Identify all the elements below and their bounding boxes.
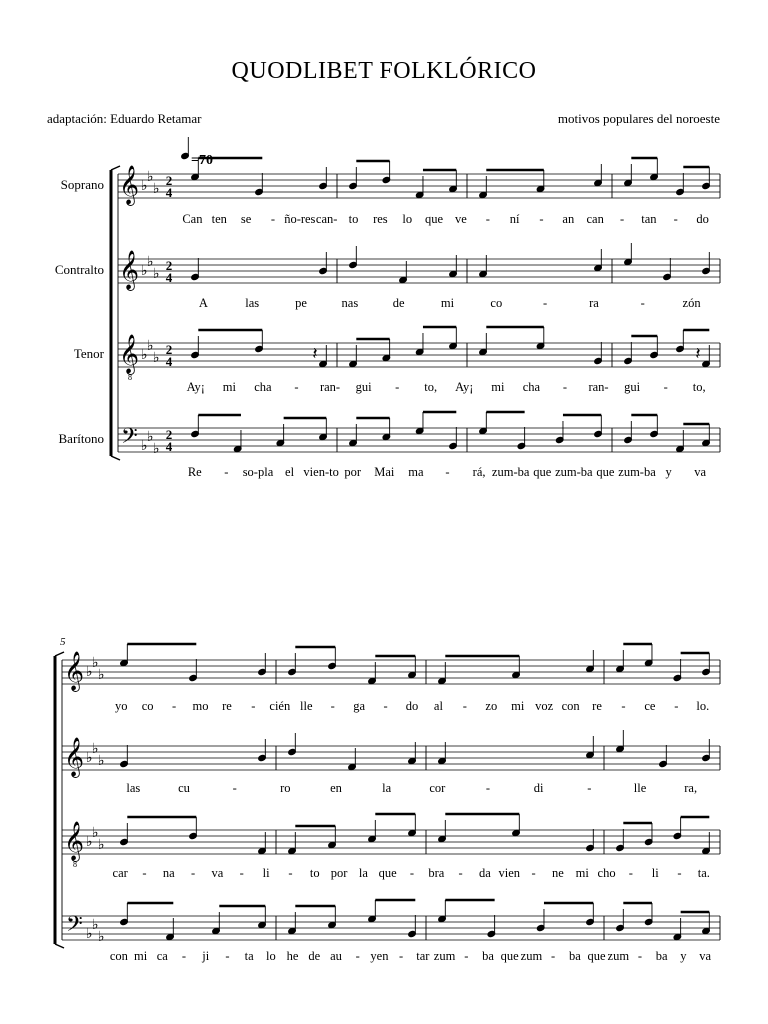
soprano-lyric: que	[425, 212, 444, 226]
soprano-lyric: zo	[485, 699, 498, 713]
soprano-lyric: ga	[353, 699, 366, 713]
soprano-lyric: an	[562, 212, 575, 226]
contralto-lyric: A	[198, 296, 208, 310]
flat-icon: ♭	[98, 837, 105, 853]
baritono-lyric: au	[330, 949, 342, 963]
tenor-lyric: -	[239, 866, 244, 880]
baritono-lyric: -	[637, 949, 643, 963]
contralto-lyric: cu	[178, 781, 190, 795]
soprano-lyric: cién	[269, 699, 291, 713]
soprano-lyric: -	[383, 699, 388, 713]
baritono-lyric: ba	[568, 949, 581, 963]
soprano-lyric: -	[621, 699, 626, 713]
flat-icon: ♭	[92, 917, 99, 933]
contralto-lyric: -	[232, 781, 237, 795]
baritono-lyric: ba	[482, 949, 494, 963]
instrument-label-baritono: Barítono	[58, 431, 104, 446]
tenor-lyric: cha	[254, 380, 272, 394]
soprano-lyric: con	[561, 699, 580, 713]
baritono-lyric: zum-ba	[618, 465, 656, 479]
treble-clef-icon: 𝄞	[119, 250, 140, 290]
flat-icon: ♭	[153, 266, 160, 282]
baritono-lyric: yen	[370, 949, 389, 963]
tenor-lyric: car	[112, 866, 128, 880]
baritono-lyric: mi	[133, 949, 148, 963]
flat-icon: ♭	[147, 169, 154, 185]
arranger-credit: adaptación: Eduardo Retamar	[47, 111, 202, 126]
time-signature-top: 2	[165, 342, 173, 357]
baritono-lyric: zum	[520, 949, 543, 963]
tenor-lyric: Ay¡	[455, 380, 474, 394]
instrument-label-contralto: Contralto	[54, 262, 104, 277]
soprano-lyric: Can	[182, 212, 203, 226]
tenor-lyric: -	[531, 866, 536, 880]
soprano-lyric: -	[674, 699, 679, 713]
baritono-lyric: -	[225, 949, 230, 963]
contralto-lyric: la	[382, 781, 392, 795]
treble-clef-icon: 𝄞	[64, 821, 85, 861]
flat-icon: ♭	[153, 350, 160, 366]
tenor-lyric: na	[162, 866, 175, 880]
tenor-lyric: ta.	[697, 866, 710, 880]
time-signature-bottom: 4	[165, 439, 173, 454]
soprano-lyric: -	[539, 212, 544, 226]
baritono-lyric: el	[285, 465, 295, 479]
octave-marker: 8	[73, 860, 77, 869]
baritono-lyric: zum	[607, 949, 630, 963]
baritono-lyric: lo	[265, 949, 276, 963]
treble-clef-icon: 𝄞	[64, 737, 85, 777]
tenor-lyric: la	[358, 866, 368, 880]
bass-clef-icon: 𝄢	[66, 912, 83, 942]
soprano-lyric: mo	[192, 699, 209, 713]
flat-icon: ♭	[141, 263, 148, 279]
flat-icon: ♭	[86, 926, 93, 942]
quarter-rest-icon: 𝄽	[695, 344, 701, 364]
flat-icon: ♭	[141, 347, 148, 363]
baritono-lyric: de	[308, 949, 321, 963]
soprano-lyric: can	[586, 212, 604, 226]
baritono-lyric: so-pla	[242, 465, 274, 479]
contralto-lyric: ro	[280, 781, 291, 795]
contralto-lyric: -	[543, 296, 548, 310]
soprano-lyric: voz	[535, 699, 554, 713]
soprano-lyric: -	[270, 212, 276, 226]
baritono-lyric: va	[699, 949, 712, 963]
soprano-lyric: -	[330, 699, 335, 713]
contralto-lyric: zón	[682, 296, 701, 310]
baritono-lyric: ca	[156, 949, 168, 963]
contralto-lyric: las	[126, 781, 141, 795]
baritono-lyric: tar	[416, 949, 430, 963]
contralto-lyric: co	[490, 296, 503, 310]
baritono-lyric: rá,	[472, 465, 486, 479]
soprano-lyric: se	[240, 212, 252, 226]
contralto-lyric: ra,	[684, 781, 698, 795]
tenor-lyric: -	[288, 866, 293, 880]
contralto-lyric: -	[485, 781, 491, 795]
tenor-lyric: li	[651, 866, 659, 880]
contralto-lyric: -	[640, 296, 645, 310]
contralto-lyric: ra	[589, 296, 599, 310]
soprano-lyric: -	[172, 699, 177, 713]
flat-icon: ♭	[147, 338, 154, 354]
baritono-lyric: zum-ba	[491, 465, 530, 479]
baritono-lyric: vien-to	[303, 465, 339, 479]
system-bracket	[55, 944, 64, 948]
tenor-lyric: va	[211, 866, 224, 880]
baritono-lyric: va	[694, 465, 707, 479]
tenor-lyric: vien	[498, 866, 521, 880]
tenor-lyric: mi	[222, 380, 236, 394]
soprano-lyric: mi	[511, 699, 525, 713]
tenor-lyric: mi	[491, 380, 505, 394]
tenor-lyric: que	[378, 866, 397, 880]
soprano-lyric: lle	[300, 699, 313, 713]
contralto-lyric: en	[330, 781, 342, 795]
tenor-lyric: ran-	[588, 380, 609, 394]
baritono-lyric: y	[680, 949, 687, 963]
contralto-lyric: pe	[295, 296, 307, 310]
soprano-lyric: al	[433, 699, 443, 713]
tenor-lyric: -	[663, 380, 668, 394]
tenor-lyric: to,	[424, 380, 438, 394]
soprano-lyric: ten	[211, 212, 227, 226]
system-bracket	[111, 456, 120, 460]
tenor-lyric: -	[395, 380, 400, 394]
soprano-lyric: to	[348, 212, 359, 226]
soprano-lyric: tan	[641, 212, 657, 226]
tempo-marking: =70	[191, 153, 213, 168]
soprano-lyric: -	[619, 212, 625, 226]
baritono-lyric: que	[587, 949, 606, 963]
baritono-lyric: que	[596, 465, 615, 479]
baritono-lyric: que	[533, 465, 552, 479]
time-signature-top: 2	[165, 173, 173, 188]
flat-icon: ♭	[92, 741, 99, 757]
contralto-lyric: di	[533, 781, 544, 795]
soprano-lyric: ce	[644, 699, 656, 713]
tenor-lyric: -	[294, 380, 299, 394]
flat-icon: ♭	[86, 750, 93, 766]
treble-clef-icon: 𝄞	[64, 651, 85, 691]
contralto-lyric: cor	[429, 781, 446, 795]
tenor-lyric: cha	[522, 380, 541, 394]
contralto-lyric: de	[392, 296, 405, 310]
tenor-lyric: por	[330, 866, 348, 880]
baritono-lyric: zum	[433, 949, 456, 963]
baritono-lyric: ma	[408, 465, 424, 479]
tenor-lyric: Ay¡	[186, 380, 205, 394]
flat-icon: ♭	[147, 429, 154, 445]
tenor-lyric: li	[262, 866, 270, 880]
soprano-lyric: ní	[509, 212, 520, 226]
flat-icon: ♭	[92, 825, 99, 841]
tenor-lyric: -	[677, 866, 682, 880]
baritono-lyric: he	[286, 949, 299, 963]
tenor-lyric: ran-	[319, 380, 341, 394]
soprano-lyric: do	[696, 212, 709, 226]
soprano-lyric: lo.	[696, 699, 710, 713]
soprano-lyric: ve	[455, 212, 467, 226]
baritono-lyric: por	[344, 465, 362, 479]
tenor-lyric: gui	[355, 380, 372, 394]
baritono-lyric: -	[399, 949, 404, 963]
baritono-lyric: ji	[202, 949, 210, 963]
contralto-lyric: nas	[341, 296, 359, 310]
soprano-lyric: co	[141, 699, 154, 713]
quarter-rest-icon: 𝄽	[312, 344, 318, 364]
flat-icon: ♭	[98, 753, 105, 769]
baritono-lyric: -	[464, 949, 469, 963]
baritono-lyric: Mai	[374, 465, 395, 479]
baritono-lyric: -	[355, 949, 360, 963]
baritono-lyric: y	[665, 465, 672, 479]
tenor-lyric: -	[458, 866, 463, 880]
octave-marker: 8	[128, 373, 132, 382]
baritono-lyric: -	[445, 465, 450, 479]
soprano-lyric: lo	[402, 212, 413, 226]
tenor-lyric: -	[628, 866, 633, 880]
baritono-lyric: -	[181, 949, 187, 963]
flat-icon: ♭	[153, 181, 160, 197]
bass-clef-icon: 𝄢	[121, 424, 138, 454]
system-bracket	[55, 652, 64, 656]
tenor-lyric: bra	[428, 866, 445, 880]
tenor-lyric: -	[562, 380, 568, 394]
contralto-lyric: mi	[440, 296, 455, 310]
soprano-lyric: -	[251, 699, 256, 713]
time-signature-top: 2	[165, 427, 173, 442]
time-signature-top: 2	[165, 258, 173, 273]
flat-icon: ♭	[147, 254, 154, 270]
instrument-label-soprano: Soprano	[60, 177, 104, 192]
baritono-lyric: -	[551, 949, 556, 963]
tenor-lyric: mi	[575, 866, 589, 880]
baritono-lyric: que	[500, 949, 519, 963]
flat-icon: ♭	[86, 834, 93, 850]
flat-icon: ♭	[98, 929, 105, 945]
soprano-lyric: do	[405, 699, 419, 713]
treble-clef-icon: 𝄞	[119, 165, 140, 205]
time-signature-bottom: 4	[165, 354, 173, 369]
tenor-lyric: -	[409, 866, 415, 880]
treble-clef-icon: 𝄞	[119, 334, 140, 374]
tenor-lyric: ne	[552, 866, 564, 880]
tenor-lyric: to	[309, 866, 320, 880]
soprano-lyric: re	[222, 699, 232, 713]
tenor-lyric: gui	[624, 380, 641, 394]
soprano-lyric: ño-res	[284, 212, 316, 226]
baritono-lyric: Re	[187, 465, 202, 479]
baritono-lyric: zum-ba	[555, 465, 593, 479]
tenor-lyric: -	[191, 866, 196, 880]
tenor-lyric: cho	[597, 866, 616, 880]
time-signature-bottom: 4	[165, 270, 173, 285]
contralto-lyric: -	[587, 781, 592, 795]
soprano-lyric: yo	[114, 699, 128, 713]
baritono-lyric: ba	[655, 949, 668, 963]
tenor-lyric: -	[142, 866, 147, 880]
flat-icon: ♭	[86, 664, 93, 680]
baritono-lyric: ta	[244, 949, 254, 963]
soprano-lyric: -	[462, 699, 467, 713]
baritono-lyric: -	[224, 465, 229, 479]
flat-icon: ♭	[141, 178, 148, 194]
flat-icon: ♭	[92, 655, 99, 671]
soprano-lyric: -	[485, 212, 490, 226]
soprano-lyric: res	[373, 212, 388, 226]
contralto-lyric: lle	[633, 781, 647, 795]
contralto-lyric: las	[245, 296, 260, 310]
instrument-label-tenor: Tenor	[73, 346, 104, 361]
flat-icon: ♭	[153, 441, 160, 457]
soprano-lyric: re	[592, 699, 602, 713]
tenor-lyric: to,	[692, 380, 706, 394]
soprano-lyric: can-	[315, 212, 338, 226]
baritono-lyric: con	[109, 949, 128, 963]
source-credit: motivos populares del noroeste	[557, 111, 720, 126]
tenor-lyric: da	[479, 866, 491, 880]
soprano-lyric: -	[673, 212, 678, 226]
measure-number: 5	[60, 636, 66, 648]
flat-icon: ♭	[141, 438, 148, 454]
page-title: QUODLIBET FOLKLÓRICO	[231, 58, 537, 84]
time-signature-bottom: 4	[165, 185, 173, 200]
flat-icon: ♭	[98, 667, 105, 683]
